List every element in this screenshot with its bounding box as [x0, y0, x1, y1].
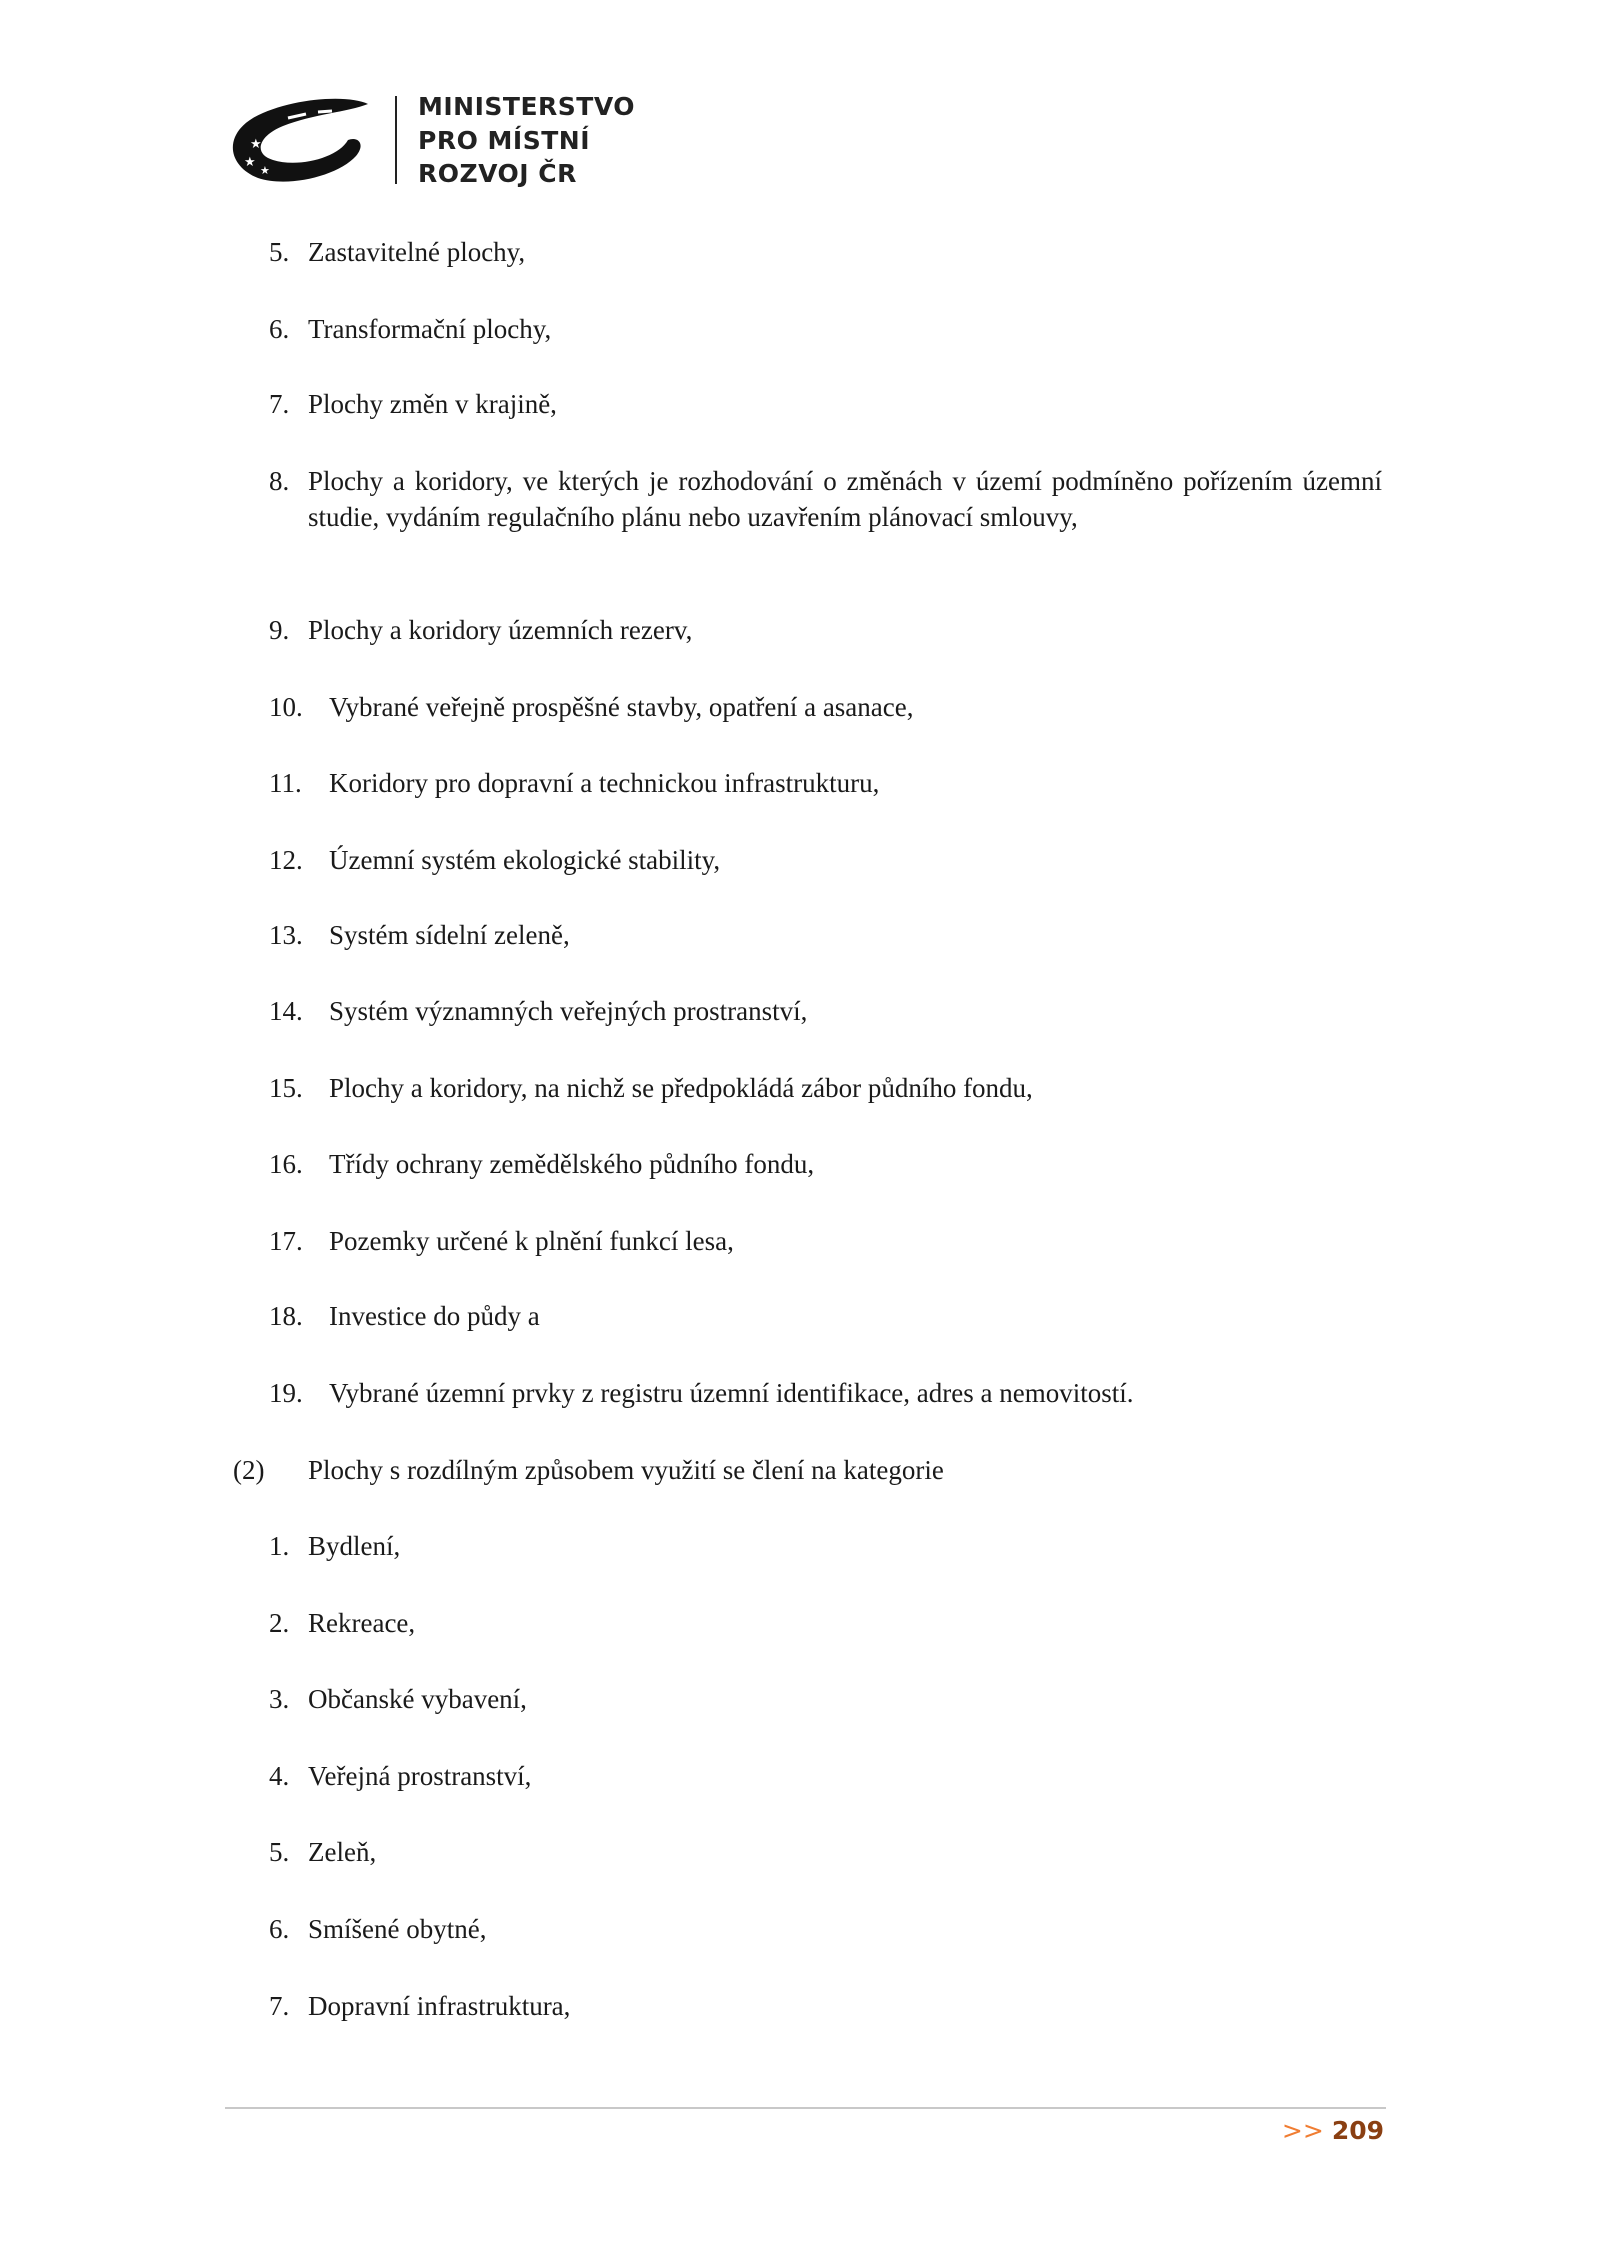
item-number: 3. [269, 1684, 290, 1714]
page-number-value: 209 [1331, 2116, 1384, 2145]
item-text: Systém sídelní zeleně, [329, 920, 570, 950]
item-text: Bydlení, [308, 1531, 401, 1561]
item-number: 14. [269, 996, 303, 1026]
item-text: Pozemky určené k plnění funkcí lesa, [329, 1226, 734, 1256]
logo-divider [395, 96, 397, 184]
item-number: 10. [269, 692, 303, 722]
logo-line: PRO MÍSTNÍ [418, 125, 590, 155]
item-number: 18. [269, 1301, 303, 1331]
item-number: 11. [269, 768, 302, 798]
item-text: Plochy změn v krajině, [308, 389, 557, 419]
item-number: 12. [269, 845, 303, 875]
page-number [1282, 2116, 1384, 2145]
item-text: Transformační plochy, [308, 314, 552, 344]
item-text: Investice do půdy a [329, 1301, 540, 1331]
item-number: 6. [269, 1914, 290, 1944]
logo-line: MINISTERSTVO [418, 92, 636, 121]
svg-text:★: ★ [260, 165, 270, 177]
item-number: 1. [269, 1531, 290, 1561]
item-number: 15. [269, 1073, 303, 1103]
item-number: 2. [269, 1608, 290, 1638]
item-number: 9. [269, 615, 290, 645]
item-number: 7. [269, 389, 290, 419]
item-text: Veřejná prostranství, [308, 1761, 532, 1791]
item-text: Koridory pro dopravní a technickou infrastrukturu, [329, 768, 880, 798]
paragraph-number: (2) [233, 1455, 265, 1485]
item-text: Územní systém ekologické stability, [329, 845, 721, 875]
item-text: Rekreace, [308, 1608, 416, 1638]
item-number: 5. [269, 237, 290, 267]
item-number: 17. [269, 1226, 303, 1256]
item-number: 19. [269, 1378, 303, 1408]
item-number: 13. [269, 920, 303, 950]
item-text: Třídy ochrany zemědělského půdního fondu, [329, 1149, 815, 1179]
svg-text:★: ★ [250, 136, 262, 151]
ministry-name [418, 90, 635, 191]
item-text: Systém významných veřejných prostranství, [329, 996, 808, 1026]
item-text: Vybrané územní prvky z registru územní identifikace, adres a nemovitostí. [329, 1378, 1134, 1408]
item-text: Plochy a koridory, na nichž se předpokládá zábor půdního fondu, [329, 1073, 1033, 1103]
item-number: 5. [269, 1837, 290, 1867]
item-text: Plochy a koridory, ve kterých je rozhodování o změnách v území podmíněno pořízením územní studie, vydáním regulačního plánu nebo uzavřením plánovací smlouvy, [308, 466, 1382, 532]
item-text: Vybrané veřejně prospěšné stavby, opatření a asanace, [329, 692, 914, 722]
item-number: 8. [269, 466, 290, 496]
item-number: 7. [269, 1991, 290, 2021]
item-number: 16. [269, 1149, 303, 1179]
logo-line: ROZVOJ ČR [418, 159, 577, 188]
svg-text:★: ★ [244, 154, 256, 169]
paragraph-text: Plochy s rozdílným způsobem využití se člení na kategorie [308, 1455, 944, 1485]
item-text: Občanské vybavení, [308, 1684, 527, 1714]
footer-divider [225, 2107, 1386, 2109]
item-text: Smíšené obytné, [308, 1914, 487, 1944]
item-text: Dopravní infrastruktura, [308, 1991, 571, 2021]
arrows-icon: >> [1281, 2116, 1324, 2145]
ministry-logo-icon [228, 96, 374, 186]
item-text: Plochy a koridory územních rezerv, [308, 615, 693, 645]
item-number: 4. [269, 1761, 290, 1791]
item-text: Zeleň, [308, 1837, 377, 1867]
item-text: Zastavitelné plochy, [308, 237, 526, 267]
item-number: 6. [269, 314, 290, 344]
